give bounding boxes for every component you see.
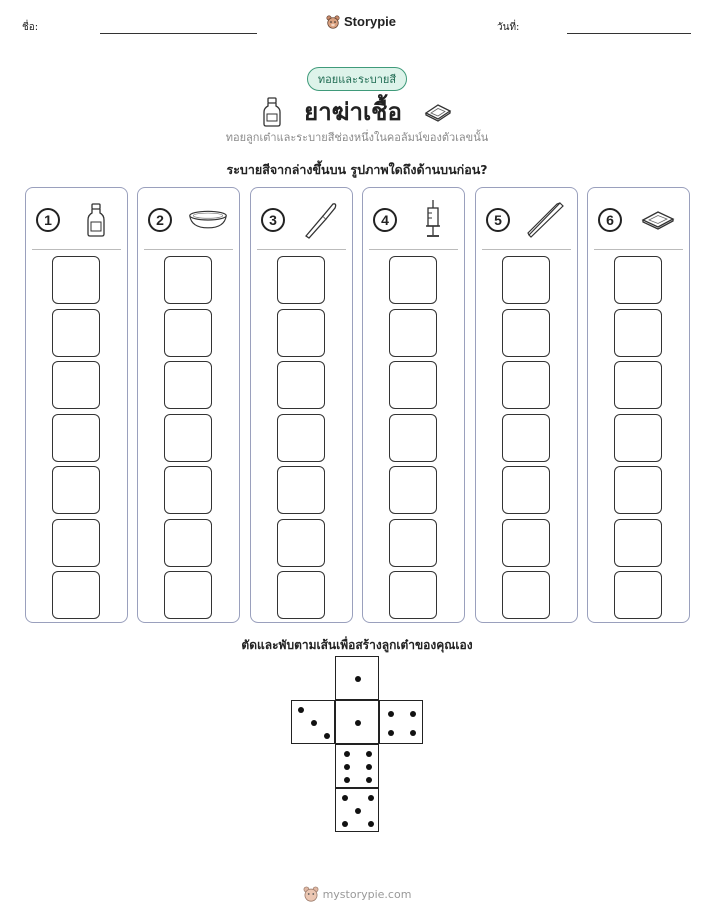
die-pip (344, 764, 350, 770)
column-number: 3 (261, 208, 285, 232)
color-box[interactable] (277, 361, 325, 409)
date-label: วันที่: (497, 22, 520, 33)
date-line[interactable] (567, 33, 691, 34)
column-2 (137, 187, 240, 623)
column-number: 5 (486, 208, 510, 232)
die-pip (344, 751, 350, 757)
syringe-icon (413, 201, 453, 239)
die-pip (355, 720, 361, 726)
die-pip (355, 808, 361, 814)
die-pip (388, 730, 394, 736)
die-pip (368, 821, 374, 827)
tweezers-icon (526, 201, 566, 239)
column-number: 2 (148, 208, 172, 232)
die-pip (311, 720, 317, 726)
die-face (335, 700, 379, 744)
medicine-bottle-icon (76, 201, 116, 239)
color-box[interactable] (164, 256, 212, 304)
die-pip (388, 711, 394, 717)
page-title: ยาฆ่าเชื้อ (304, 98, 402, 126)
color-box[interactable] (52, 256, 100, 304)
color-box[interactable] (502, 571, 550, 619)
die-face (291, 700, 335, 744)
color-box[interactable] (614, 571, 662, 619)
bear-icon (303, 886, 319, 902)
instructions: ทอยลูกเต๋าและระบายสีช่องหนึ่งในคอลัมน์ของตัวเลขนั้น (225, 131, 489, 144)
activity-badge: ทอยและระบายสี (307, 67, 407, 91)
question: ระบายสีจากล่างขึ้นบน รูปภาพใดถึงด้านบนก่อน? (226, 162, 488, 177)
die-face (379, 700, 423, 744)
bowl-icon (188, 201, 228, 239)
color-box[interactable] (164, 414, 212, 462)
color-box[interactable] (164, 361, 212, 409)
color-box[interactable] (614, 361, 662, 409)
color-box[interactable] (614, 466, 662, 514)
die-pip (410, 711, 416, 717)
gauze-pad-icon (638, 201, 678, 239)
color-box[interactable] (502, 361, 550, 409)
color-box[interactable] (389, 519, 437, 567)
column-number: 6 (598, 208, 622, 232)
die-pip (342, 795, 348, 801)
die-pip (366, 751, 372, 757)
die-pip (410, 730, 416, 736)
die-face (335, 788, 379, 832)
color-box[interactable] (52, 309, 100, 357)
color-box[interactable] (52, 361, 100, 409)
color-box[interactable] (52, 571, 100, 619)
column-number: 4 (373, 208, 397, 232)
color-box[interactable] (277, 571, 325, 619)
bear-icon (326, 15, 340, 29)
color-box[interactable] (502, 256, 550, 304)
die-pip (366, 764, 372, 770)
column-4 (362, 187, 465, 623)
color-box[interactable] (614, 256, 662, 304)
die-pip (298, 707, 304, 713)
color-box[interactable] (277, 309, 325, 357)
column-5 (475, 187, 578, 623)
medicine-bottle-icon (262, 97, 282, 127)
color-box[interactable] (502, 519, 550, 567)
color-box[interactable] (614, 414, 662, 462)
name-label: ชื่อ: (22, 22, 39, 33)
gauze-pad-icon (424, 101, 452, 123)
die-pip (342, 821, 348, 827)
color-box[interactable] (389, 361, 437, 409)
color-box[interactable] (277, 519, 325, 567)
die-pip (368, 795, 374, 801)
color-box[interactable] (389, 309, 437, 357)
name-line[interactable] (100, 33, 257, 34)
color-box[interactable] (502, 466, 550, 514)
color-box[interactable] (52, 466, 100, 514)
color-box[interactable] (277, 414, 325, 462)
column-6 (587, 187, 690, 623)
color-box[interactable] (614, 309, 662, 357)
footer (0, 886, 714, 902)
color-box[interactable] (52, 519, 100, 567)
scalpel-icon (301, 201, 341, 239)
die-pip (366, 777, 372, 783)
color-box[interactable] (277, 256, 325, 304)
brand-logo (326, 14, 396, 29)
color-box[interactable] (164, 466, 212, 514)
die-face (335, 744, 379, 788)
cut-instruction: ตัดและพับตามเส้นเพื่อสร้างลูกเต๋าของคุณเอง (241, 638, 473, 652)
color-box[interactable] (614, 519, 662, 567)
color-box[interactable] (277, 466, 325, 514)
color-box[interactable] (389, 414, 437, 462)
color-box[interactable] (389, 571, 437, 619)
color-box[interactable] (164, 309, 212, 357)
color-box[interactable] (502, 414, 550, 462)
color-box[interactable] (502, 309, 550, 357)
title-row (0, 92, 714, 131)
die-pip (324, 733, 330, 739)
color-box[interactable] (52, 414, 100, 462)
column-1 (25, 187, 128, 623)
die-face (335, 656, 379, 700)
die-pip (344, 777, 350, 783)
color-box[interactable] (389, 256, 437, 304)
column-number: 1 (36, 208, 60, 232)
brand-name: Storypie (344, 14, 397, 29)
color-box[interactable] (164, 571, 212, 619)
color-box[interactable] (164, 519, 212, 567)
color-box[interactable] (389, 466, 437, 514)
die-pip (355, 676, 361, 682)
footer-url[interactable]: mystorypie.com (322, 887, 412, 901)
column-3 (250, 187, 353, 623)
